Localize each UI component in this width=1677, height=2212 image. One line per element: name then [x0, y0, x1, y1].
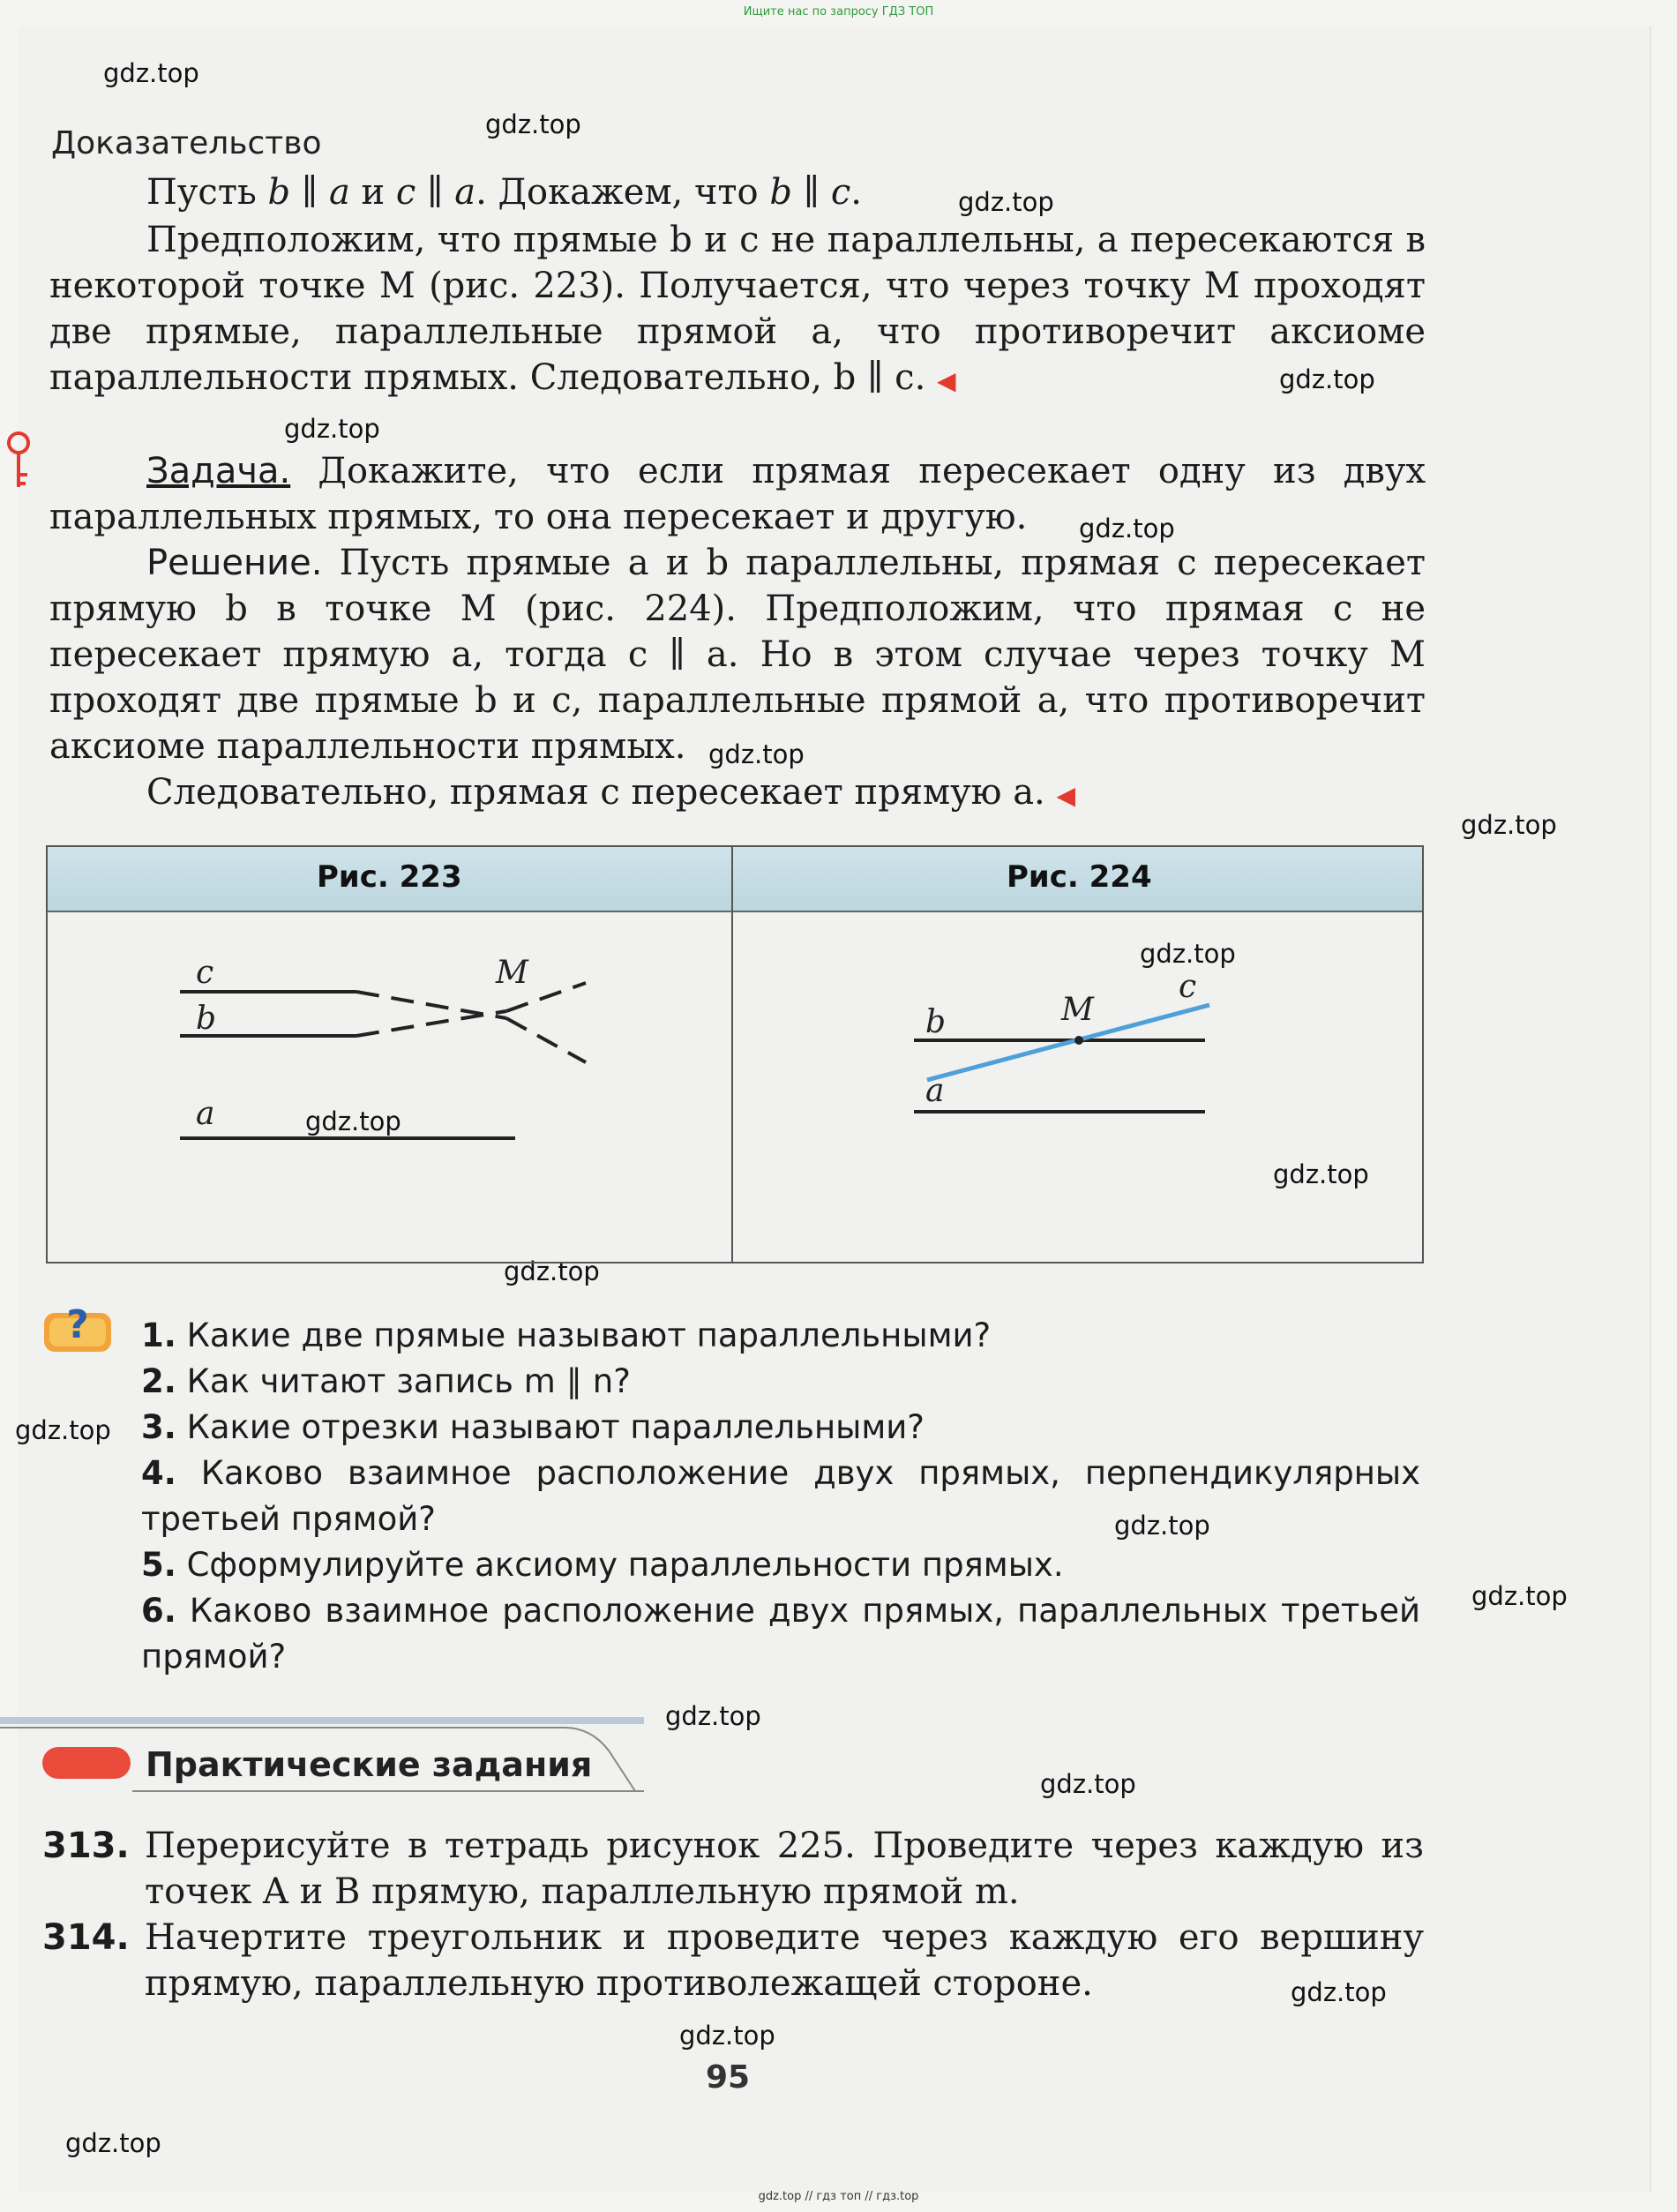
figure-224-drawing	[733, 912, 1422, 1260]
practical-icon	[42, 1747, 131, 1779]
figure-224-title: Рис. 224	[1007, 859, 1152, 895]
watermark: gdz.top	[1273, 1159, 1369, 1189]
label-c: c	[1179, 969, 1197, 1005]
practical-title: Практические задания	[146, 1745, 593, 1784]
question-item: 4. Каково взаимное расположение двух прямых, перпендикулярных третьей прямой?	[141, 1454, 1420, 1538]
watermark: gdz.top	[1279, 364, 1375, 394]
watermark: gdz.top	[1114, 1511, 1210, 1541]
watermark: gdz.top	[485, 109, 581, 139]
proof-heading: Доказательство	[51, 125, 322, 161]
top-banner: Ищите нас по запросу ГДЗ ТОП	[743, 5, 934, 19]
watermark: gdz.top	[1291, 1977, 1387, 2007]
question-item: 5. Сформулируйте аксиому параллельности прямых.	[141, 1546, 1064, 1584]
end-marker-icon: ◀	[1056, 781, 1076, 810]
figures-header	[48, 847, 1422, 912]
question-item: 3. Какие отрезки называют параллельными?	[141, 1408, 925, 1446]
figures-box	[46, 845, 1424, 1263]
watermark: gdz.top	[305, 1106, 401, 1136]
watermark: gdz.top	[679, 2021, 775, 2051]
watermark: gdz.top	[1040, 1769, 1136, 1799]
label-b: b	[196, 1001, 217, 1037]
watermark: gdz.top	[504, 1256, 600, 1286]
task-item: 314. Начертите треугольник и проведите через каждую его вершину прямую, параллельную противолежащей стороне.	[42, 1917, 1424, 2004]
task-paragraph: Задача. Докажите, что если прямая пересекает одну из двух параллельных прямых, то она пересекает и другую.	[49, 451, 1426, 537]
question-icon	[42, 1295, 113, 1357]
watermark: gdz.top	[708, 739, 805, 769]
task-item: 313. Перерисуйте в тетрадь рисунок 225. Проведите через каждую из точек A и B прямую, параллельную прямой m.	[42, 1826, 1424, 1912]
label-m: M	[1061, 992, 1094, 1028]
figure-223-title: Рис. 223	[317, 859, 462, 895]
label-a: a	[196, 1096, 215, 1132]
question-item: 2. Как читают запись m ∥ n?	[141, 1362, 631, 1400]
review-questions	[141, 1313, 1420, 1680]
end-marker-icon: ◀	[937, 366, 956, 395]
label-b: b	[925, 1004, 947, 1040]
line-c-dashed-2	[506, 1018, 586, 1062]
page-number: 95	[706, 2059, 751, 2096]
label-m: M	[496, 955, 528, 991]
figure-223-drawing	[48, 912, 731, 1260]
line-c-dashed	[356, 992, 506, 1018]
watermark: gdz.top	[284, 414, 380, 444]
point-m	[1074, 1036, 1083, 1045]
label-c: c	[196, 955, 214, 991]
line-b-dashed	[356, 1011, 506, 1036]
question-item: 1. Какие две прямые называют параллельными?	[141, 1316, 992, 1354]
label-a: a	[925, 1073, 945, 1109]
question-item: 6. Каково взаимное расположение двух прямых, параллельных третьей прямой?	[141, 1592, 1421, 1676]
conclusion-paragraph: Следовательно, прямая c пересекает прямую a. ◀	[146, 772, 1076, 813]
watermark: gdz.top	[1471, 1581, 1568, 1611]
key-icon	[4, 431, 34, 492]
watermark: gdz.top	[103, 58, 199, 88]
watermark: gdz.top	[958, 187, 1054, 217]
svg-text:?: ?	[66, 1302, 89, 1347]
watermark: gdz.top	[1140, 939, 1236, 969]
watermark: gdz.top	[1461, 810, 1557, 840]
solution-paragraph: Решение. Пусть прямые a и b параллельны, прямая c пересекает прямую b в точке M (рис. 224). Предположим, что прямая c не пересекает прямую a, тогда c ∥ a. Но в этом случае через точку M проходят две прямые b и c, параллельные прямой a, что противоречит аксиоме параллельности прямых.	[49, 543, 1426, 767]
proof-line-1: Пусть b ∥ a и c ∥ a. Докажем, что b ∥ c.	[146, 172, 862, 213]
watermark: gdz.top	[665, 1701, 761, 1731]
bottom-banner: gdz.top // гдз топ // гдз.top	[758, 2190, 919, 2203]
proof-paragraph: Предположим, что прямые b и c не параллельны, а пересекаются в некоторой точке M (рис. 223). Получается, что через точку M проходят две прямые, параллельные прямой a, что противоречит аксиоме параллельности прямых. Следовательно, b ∥ c. ◀	[49, 220, 1426, 398]
watermark: gdz.top	[1079, 514, 1175, 544]
watermark: gdz.top	[15, 1415, 111, 1445]
watermark: gdz.top	[65, 2128, 161, 2158]
